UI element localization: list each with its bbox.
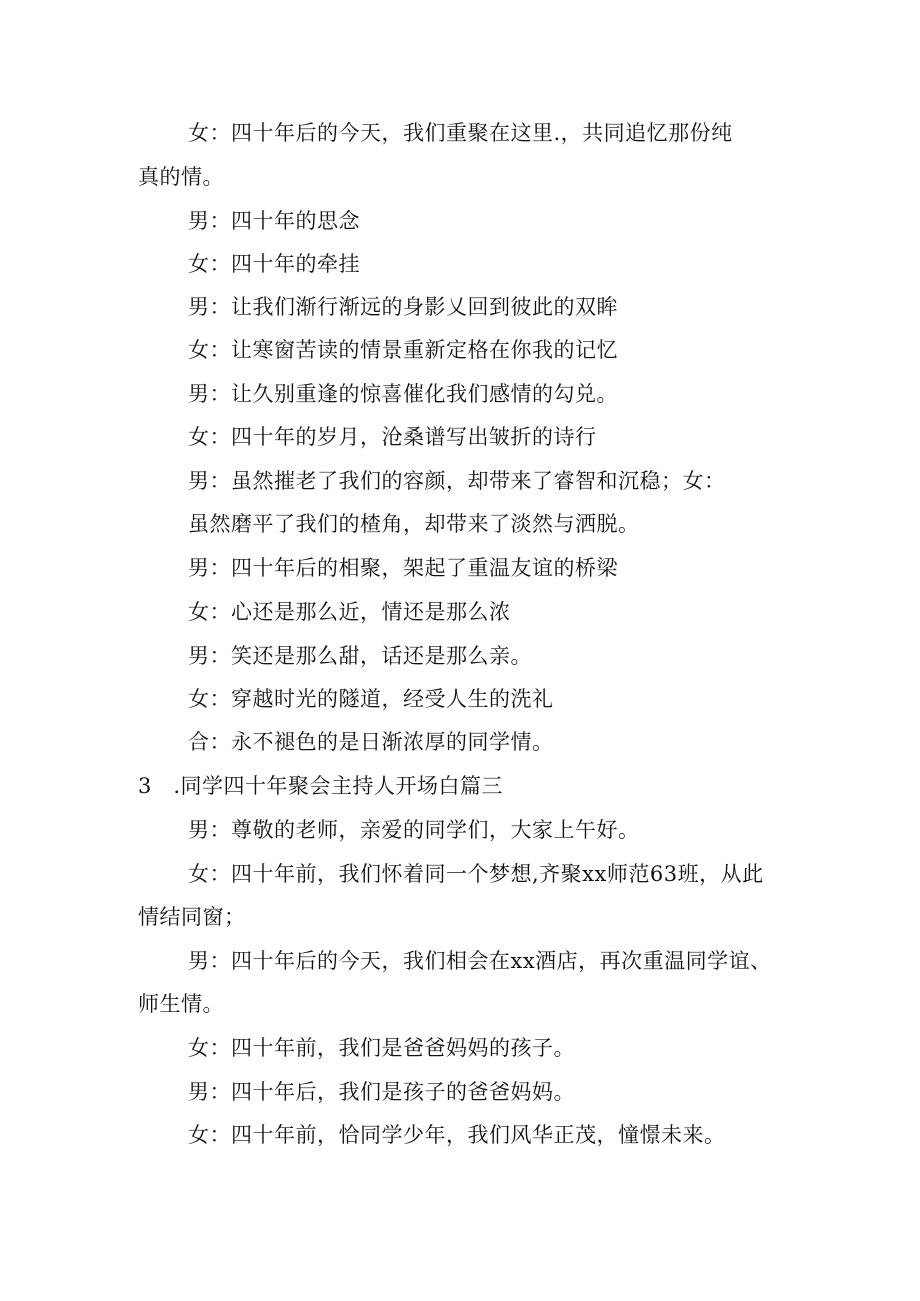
- text-line: 女：四十年的牵挂: [188, 252, 360, 276]
- text-line: 男：四十年后的相聚，架起了重温友谊的桥梁: [188, 556, 618, 580]
- text-line: 男：让我们渐行渐远的身影乂回到彼此的双眸: [188, 295, 618, 319]
- section-heading: 3 .同学四十年聚会主持人开场白篇三: [138, 774, 504, 798]
- text-line: 虽然磨平了我们的楂角，却带来了淡然与洒脱。: [188, 512, 640, 536]
- text-line: 女：心还是那么近，情还是那么浓: [188, 600, 511, 624]
- text-line: 男：四十年后，我们是孩子的爸爸妈妈。: [188, 1080, 575, 1104]
- text-line: 情结同窗；: [138, 905, 246, 929]
- text-line: 女：四十年后的今天，我们重聚在这里.，共同追忆那份纯: [188, 121, 733, 145]
- text-line: 女：四十年前，我们是爸爸妈妈的孩子。: [188, 1036, 575, 1060]
- text-line: 女：穿越时光的隧道，经受人生的洗礼: [188, 687, 554, 711]
- text-line: 女：让寒窗苦读的情景重新定格在你我的记忆: [188, 338, 618, 362]
- text-line: 师生情。: [138, 992, 224, 1016]
- text-line: 女：四十年前，恰同学少年，我们风华正茂，憧憬未来。: [188, 1123, 726, 1147]
- text-line: 男：尊敬的老师，亲爱的同学们，大家上午好。: [188, 818, 640, 842]
- text-line: 男：虽然摧老了我们的容颜，却带来了睿智和沉稳；女：: [188, 469, 726, 493]
- text-line: 女：四十年前，我们怀着同一个梦想,齐聚xx师范63班，从此: [188, 862, 764, 886]
- text-line: 真的情。: [138, 165, 224, 189]
- text-line: 男：让久别重逢的惊喜催化我们感情的勾兑。: [188, 382, 618, 406]
- text-line: 男：四十年的思念: [188, 209, 360, 233]
- text-line: 合：永不褪色的是日渐浓厚的同学情。: [188, 730, 554, 754]
- text-line: 女：四十年的岁月，沧桑谱写出皱折的诗行: [188, 425, 597, 449]
- text-line: 男：笑还是那么甜，话还是那么亲。: [188, 644, 532, 668]
- text-line: 男：四十年后的今天，我们相会在xx酒店，再次重温同学谊、: [188, 949, 772, 973]
